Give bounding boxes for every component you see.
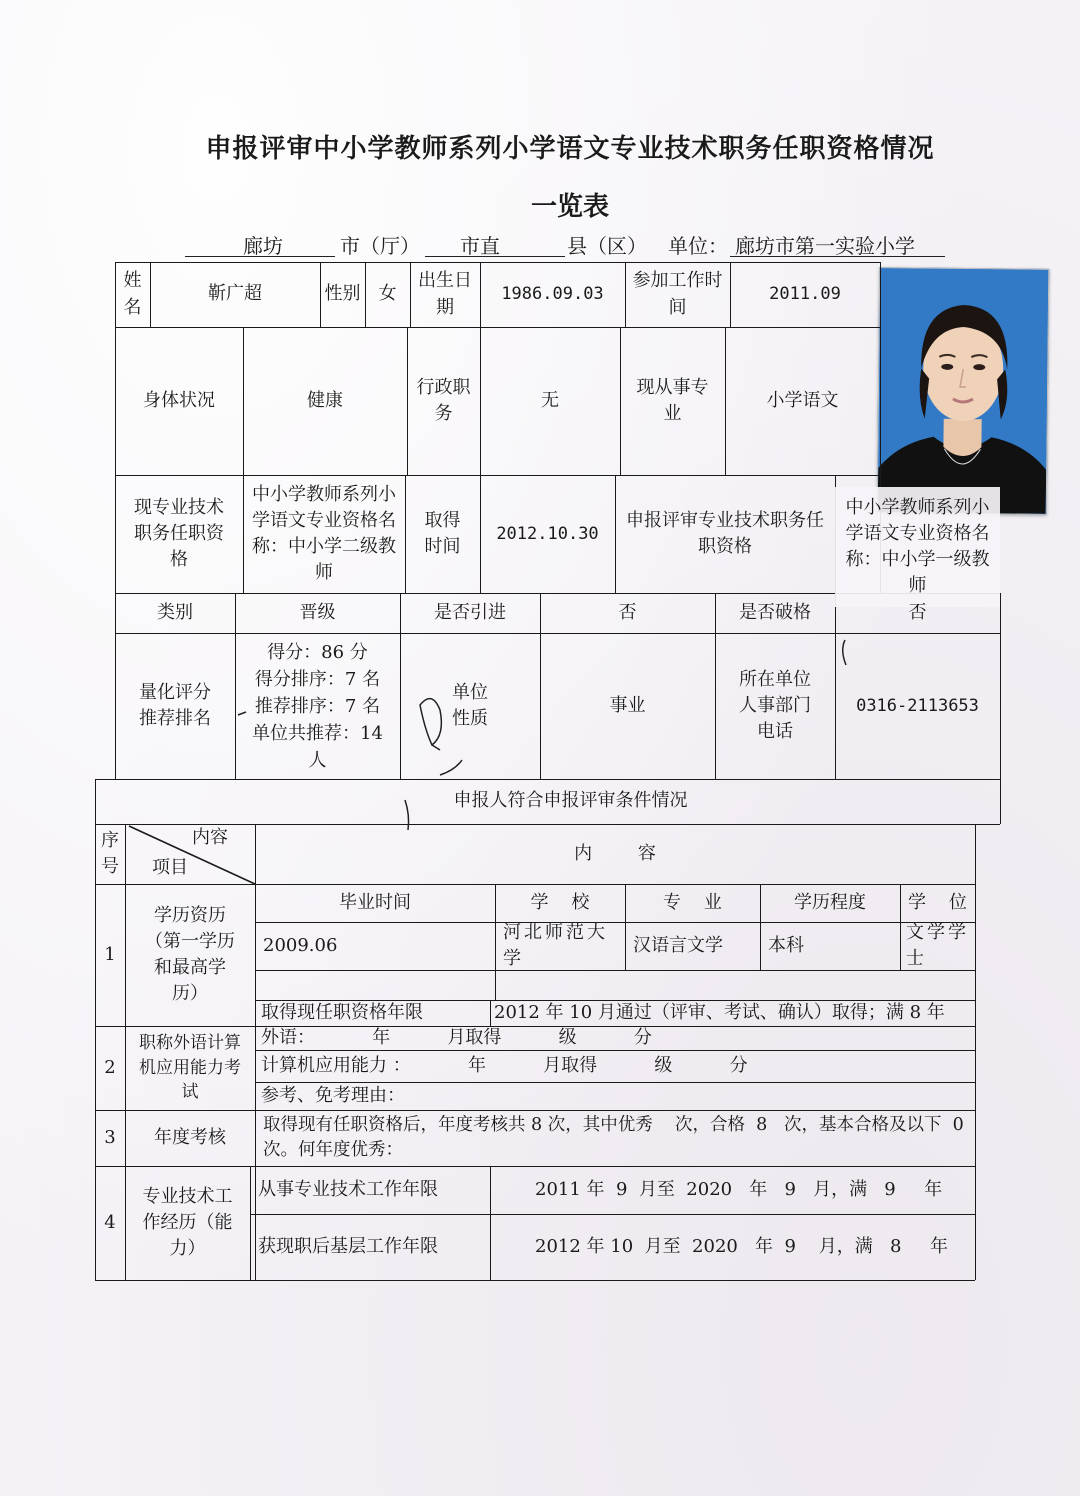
birth-label: 出生日期: [418, 270, 472, 318]
unit-label: 单位：: [668, 234, 728, 258]
obtain-time-label: 取得时间: [424, 509, 461, 557]
introduced-label: 是否引进: [434, 601, 506, 623]
edu-school-value: 河北师范大学: [503, 921, 608, 969]
introduced-value: 否: [618, 601, 637, 623]
county-value: 市直: [460, 234, 500, 258]
computer-skill-line: 计算机应用能力 ： 年 月取得 级 分: [261, 1054, 748, 1076]
admin-label: 行政职务: [416, 376, 471, 424]
unit-value: 廊坊市第一实验小学: [735, 234, 915, 258]
city-value: 廊坊: [243, 234, 283, 258]
health-value: 健康: [307, 389, 343, 411]
score-line: 得分：86 分: [267, 641, 368, 663]
region-line: [185, 228, 985, 262]
gender-value: 女: [378, 283, 397, 305]
document-title: 申报评审中小学教师系列小学语文专业技术职务任职资格情况: [205, 134, 935, 164]
hr-phone-value: 0316-2113653: [856, 695, 979, 716]
edu-degree-level-value: 本科: [768, 934, 804, 956]
obtain-time-value: 2012.10.30: [496, 523, 599, 544]
unit-nature-value: 事业: [609, 694, 646, 716]
content-column-header: 内 容: [574, 842, 656, 864]
seq-header: 序号: [101, 829, 119, 877]
annual-review-text: 取得现有任职资格后，年度考核共 8 次，其中优秀 次，合格 8 次，基本合格及以下 0 次。何年度优秀：: [263, 1114, 981, 1160]
tenure-label: 取得现任职资格年限: [261, 1001, 423, 1023]
birth-value: 1986.09.03: [501, 284, 604, 305]
edu-graduation-value: 2009.06: [263, 934, 338, 956]
name-value: 靳广超: [208, 283, 262, 305]
tenure-value: 2012 年 10 月通过（评审、考试、确认）取得；满 8 年: [494, 1001, 945, 1023]
county-suffix: 县（区）: [567, 234, 647, 258]
score-label: 量化评分推荐排名: [139, 681, 211, 729]
annual-seq: 3: [104, 1126, 116, 1148]
exams-label: 职称外语计算机应用能力考试: [139, 1033, 241, 1103]
exceptional-value: 否: [908, 601, 927, 623]
current-qualification-value: 中小学教师系列小学语文专业资格名称：中小学二级教师: [252, 483, 396, 584]
conditions-section-title: 申报人符合申报评审条件情况: [453, 790, 688, 812]
apply-qualification-value: 中小学教师系列小学语文专业资格名称：中小学一级教师: [835, 487, 1000, 607]
apply-qualification-label: 申报评审专业技术职务任职资格: [626, 509, 824, 557]
edu-header-major: 专 业: [663, 891, 722, 913]
category-label: 类别: [157, 601, 193, 623]
admin-value: 无: [541, 389, 559, 411]
document-subtitle: 一览表: [530, 192, 609, 222]
work-start-value: 2011.09: [769, 284, 841, 305]
current-major-value: 小学语文: [766, 389, 839, 411]
score-details: [235, 633, 400, 779]
grassroots-years-label: 获现职后基层工作年限: [258, 1235, 438, 1257]
edu-header-school: 学 校: [530, 891, 590, 913]
work-years-label: 从事专业技术工作年限: [258, 1178, 438, 1200]
hr-phone-label: 所在单位人事部门电话: [739, 668, 811, 743]
work-years-value: 2011 年 9 月至 2020 年 9 月，满 9 年: [535, 1178, 943, 1200]
education-label: 学历资历（第一学历和最高学历）: [145, 904, 235, 1005]
grassroots-years-value: 2012 年 10 月至 2020 年 9 月，满 8 年: [535, 1235, 949, 1257]
edu-degree-value: 文学学士: [906, 921, 969, 969]
score-rank-line: 得分排序：7 名: [254, 668, 381, 690]
experience-label: 专业技术工作经历（能力）: [142, 1185, 233, 1260]
exemption-reason-line: 参考、免考理由：: [261, 1084, 405, 1106]
edu-header-degree-level: 学历程度: [794, 891, 866, 913]
experience-seq: 4: [104, 1211, 116, 1233]
exams-seq: 2: [104, 1056, 116, 1078]
current-major-label: 现从事专业: [636, 376, 709, 424]
gender-label: 性别: [324, 283, 361, 305]
category-value: 晋级: [299, 601, 336, 623]
content-header: 内容: [192, 826, 228, 848]
annual-label: 年度考核: [154, 1126, 226, 1148]
edu-major-value: 汉语言文学: [633, 934, 723, 956]
current-qualification-label: 现专业技术职务任职资格: [134, 496, 224, 571]
edu-header-graduation: 毕业时间: [339, 891, 411, 913]
health-label: 身体状况: [143, 389, 215, 411]
foreign-language-line: 外语： 年 月取得 级 分: [261, 1026, 652, 1048]
education-seq: 1: [104, 943, 116, 965]
edu-header-degree: 学 位: [908, 891, 967, 913]
city-suffix: 市（厅）: [340, 234, 420, 258]
unit-nature-label: 单位性质: [452, 681, 488, 729]
exceptional-label: 是否破格: [739, 601, 811, 623]
name-label: 姓名: [123, 270, 142, 318]
qualification-table: [95, 262, 1000, 1282]
recommend-rank-line: 推荐排序：7 名: [254, 695, 381, 717]
work-start-label: 参加工作时间: [632, 270, 723, 318]
item-header: 项目: [152, 856, 188, 878]
recommend-total-line: 单位共推荐：14 人: [252, 722, 383, 771]
